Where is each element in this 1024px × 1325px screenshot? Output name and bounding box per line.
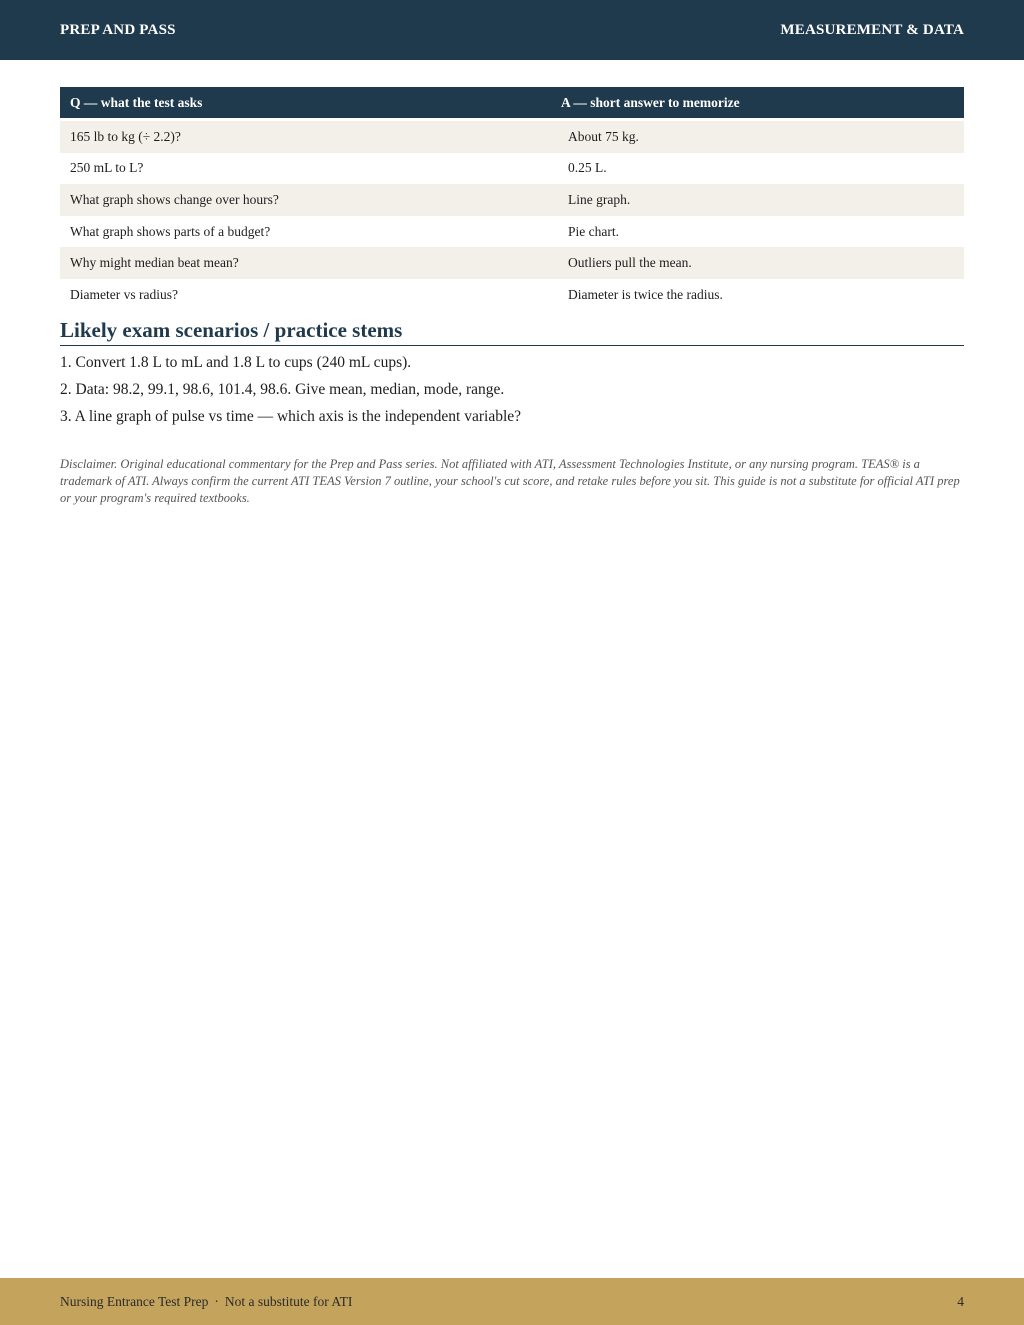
question-cell: Why might median beat mean? xyxy=(60,247,555,279)
table-row xyxy=(60,216,964,248)
question-cell: Diameter vs radius? xyxy=(60,279,555,311)
table-row xyxy=(60,247,964,279)
answer-cell: Outliers pull the mean. xyxy=(555,247,964,279)
page-footer xyxy=(0,1278,1024,1325)
section-heading: Likely exam scenarios / practice stems xyxy=(60,317,964,346)
disclaimer-text: Disclaimer. Original educational commentary for the Prep and Pass series. Not affiliated with ATI, Assessment Technologies Institute, or any nursing program. TEAS® is a trademark of ATI. Always confirm the current ATI TEAS Version 7 outline, your school's cut score, and retake rules before you sit. This guide is not a substitute for official ATI prep or your program's required textbooks. xyxy=(60,457,960,505)
table-row xyxy=(60,279,964,311)
practice-stem: 3. A line graph of pulse vs time — which axis is the independent variable? xyxy=(60,408,522,425)
answer-cell: Pie chart. xyxy=(555,216,964,248)
practice-stem: 2. Data: 98.2, 99.1, 98.6, 101.4, 98.6. Give mean, median, mode, range. xyxy=(60,381,505,398)
column-header-question: Q — what the test asks xyxy=(60,87,555,120)
column-header-answer: A — short answer to memorize xyxy=(555,87,964,120)
page-header xyxy=(0,0,1024,60)
table-row xyxy=(60,120,964,153)
answer-cell: 0.25 L. xyxy=(555,153,964,185)
header-series-title: PREP AND PASS xyxy=(60,21,176,38)
answer-cell: Line graph. xyxy=(555,184,964,216)
footer-separator: · xyxy=(214,1293,219,1309)
practice-stems-list xyxy=(60,352,964,433)
footer-series-label: Nursing Entrance Test Prep xyxy=(60,1293,209,1309)
table-row xyxy=(60,184,964,216)
footer-note: Not a substitute for ATI xyxy=(224,1293,353,1309)
qa-table xyxy=(60,87,964,311)
answer-cell: Diameter is twice the radius. xyxy=(555,279,964,311)
header-section-title: MEASUREMENT & DATA xyxy=(780,21,964,38)
question-cell: What graph shows change over hours? xyxy=(60,184,555,216)
page-number: 4 xyxy=(957,1293,964,1309)
practice-stem: 1. Convert 1.8 L to mL and 1.8 L to cups (240 mL cups). xyxy=(60,354,412,371)
table-row xyxy=(60,153,964,185)
table-header-row xyxy=(60,87,964,120)
question-cell: 250 mL to L? xyxy=(60,153,555,185)
question-cell: 165 lb to kg (÷ 2.2)? xyxy=(60,120,555,153)
answer-cell: About 75 kg. xyxy=(555,120,964,153)
footer-left xyxy=(60,1294,352,1310)
question-cell: What graph shows parts of a budget? xyxy=(60,216,555,248)
